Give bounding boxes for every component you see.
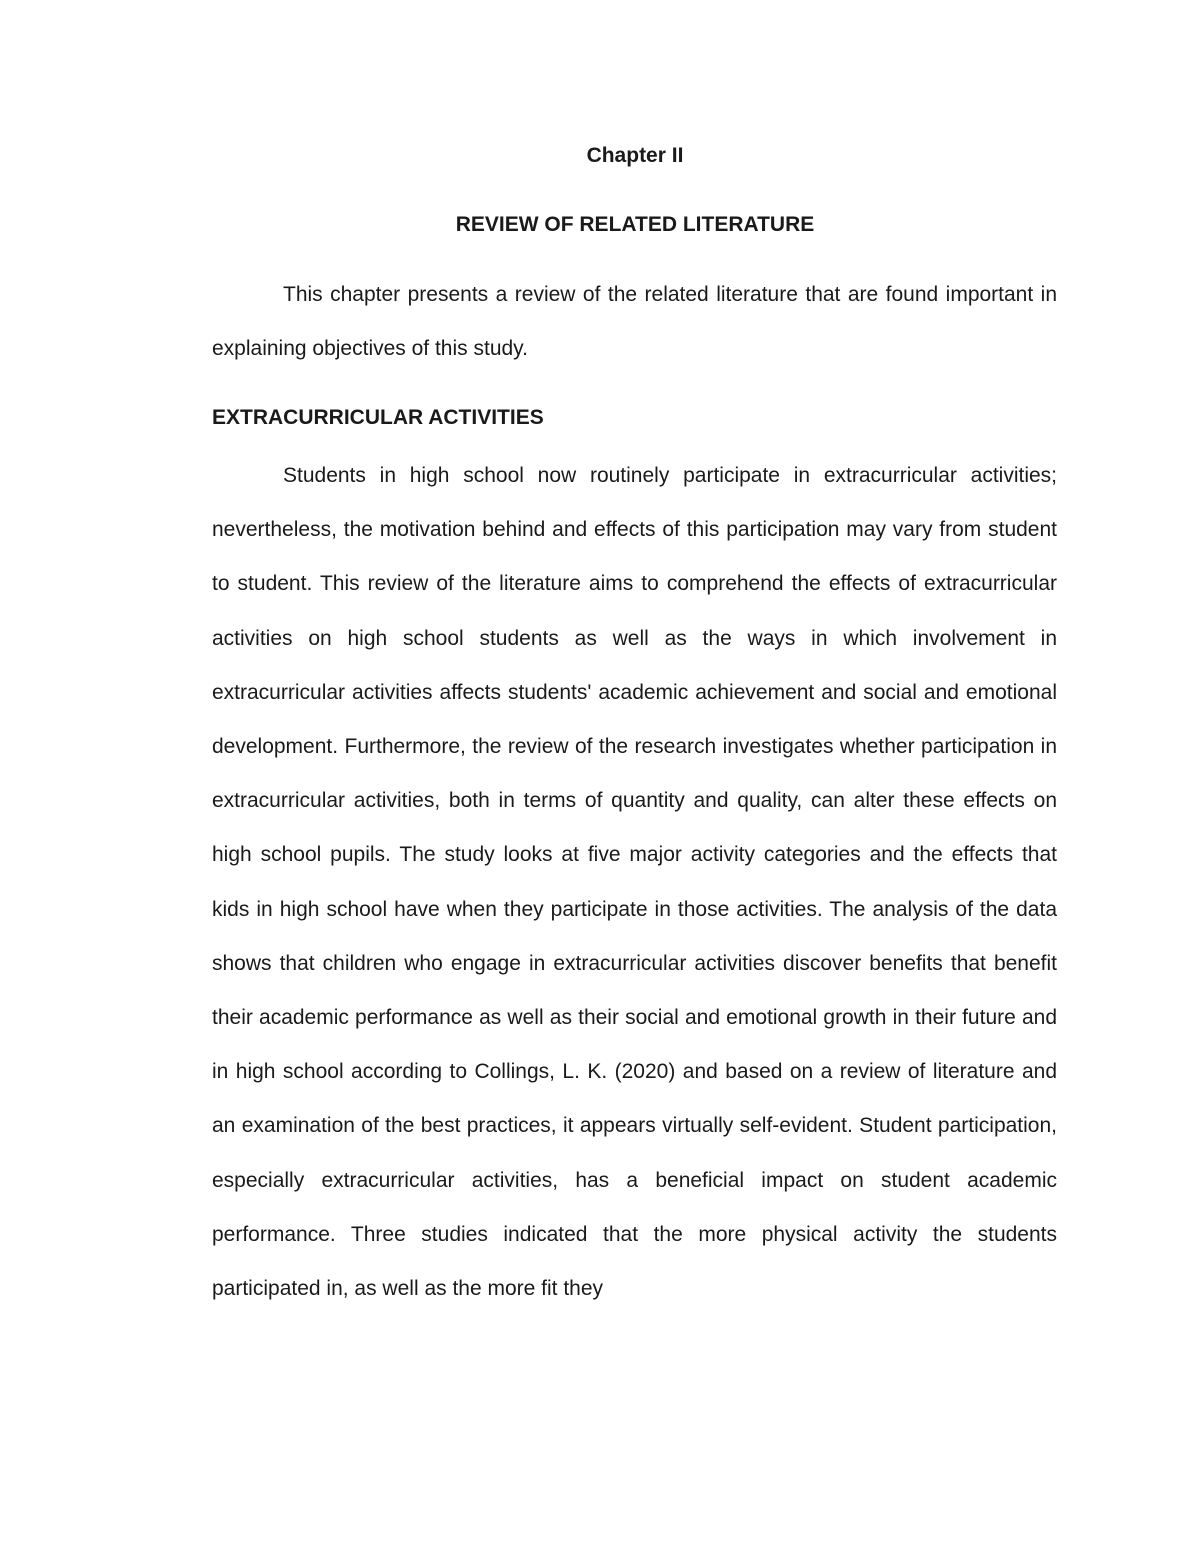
chapter-label: Chapter II bbox=[586, 144, 684, 167]
intro-paragraph: This chapter presents a review of the related literature that are found important in explaining objectives of this study. bbox=[212, 283, 1057, 361]
chapter-title: REVIEW OF RELATED LITERATURE bbox=[455, 213, 815, 236]
body-paragraph: Students in high school now routinely participate in extracurricular activities; nevertheless, the motivation behind and effects of this participation may vary from student to student. This review of the literature aims to comprehend the effects of extracurricular activities on high school students as well as the ways in which involvement in extracurricular activities affects students' academic achievement and social and emotional development. Furthermore, the review of the research investigates whether participation in extracurricular activities, both in terms of quantity and quality, can alter these effects on high school pupils. The study looks at five major activity categories and the effects that kids in high school have when they participate in those activities. The analysis of the data shows that children who engage in extracurricular activities discover benefits that benefit their academic performance as well as their social and emotional growth in their future and in high school according to Collings, L. K. (2020) and based on a review of literature and an examination of the best practices, it appears virtually self-evident. Student participation, especially extracurricular activities, has a beneficial impact on student academic performance. Three studies indicated that the more physical activity the students participated in, as well as the more fit they bbox=[212, 464, 1057, 1301]
section-heading: EXTRACURRICULAR ACTIVITIES bbox=[212, 406, 544, 429]
